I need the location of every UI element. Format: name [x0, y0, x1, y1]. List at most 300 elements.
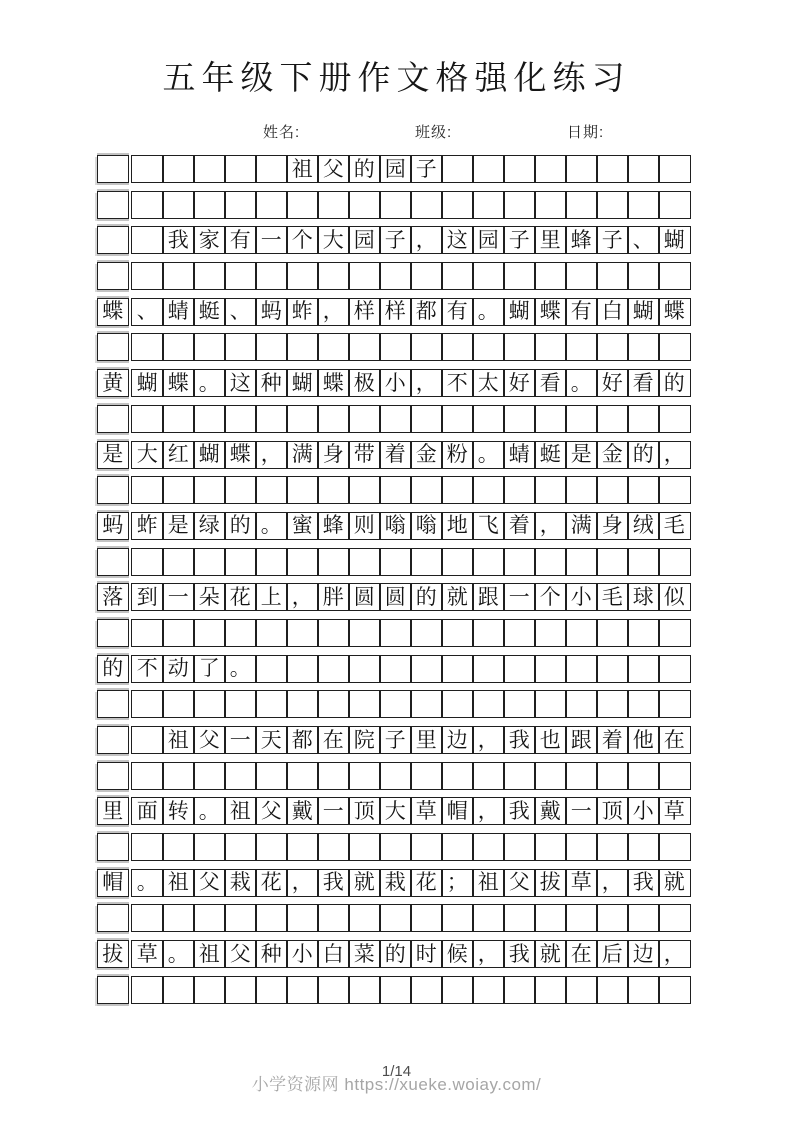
grid-cell	[503, 762, 536, 790]
grid-cell	[224, 976, 257, 1004]
grid-cell: ，	[410, 369, 443, 397]
grid-cell	[503, 476, 536, 504]
grid-cell: 的	[658, 369, 691, 397]
grid-cell: ，	[255, 441, 288, 469]
grid-cell: 园	[348, 226, 381, 254]
grid-cell	[441, 191, 474, 219]
grid-cell: 这	[224, 369, 257, 397]
grid-cell	[131, 226, 164, 254]
grid-cell: ，	[286, 869, 319, 897]
grid-cell: 绿	[193, 512, 226, 540]
grid-cell: 这	[441, 226, 474, 254]
grid-cell	[255, 833, 288, 861]
grid-cell: 蝶	[162, 369, 195, 397]
grid-cell	[565, 476, 598, 504]
grid-cell	[193, 262, 226, 290]
grid-cell: 蜻	[503, 441, 536, 469]
grid-cell	[286, 619, 319, 647]
grid-cell	[131, 833, 164, 861]
grid-cell: 拔	[534, 869, 567, 897]
grid-cell	[97, 405, 129, 433]
grid-cell	[379, 476, 412, 504]
grid-cell: 是	[162, 512, 195, 540]
grid-cell: 带	[348, 441, 381, 469]
grid-cell	[97, 690, 129, 718]
grid-cell	[162, 690, 195, 718]
grid-row	[97, 797, 691, 825]
grid-cell: 白	[317, 940, 350, 968]
grid-cell	[441, 548, 474, 576]
grid-cell: 一	[255, 226, 288, 254]
grid-cell	[565, 976, 598, 1004]
grid-cell	[131, 476, 164, 504]
grid-cell: 草	[410, 797, 443, 825]
grid-cell	[255, 976, 288, 1004]
grid-cell	[658, 548, 691, 576]
grid-cell: 个	[286, 226, 319, 254]
grid-cell	[441, 476, 474, 504]
grid-cell	[286, 690, 319, 718]
grid-cell: 菜	[348, 940, 381, 968]
grid-cell: 蜓	[193, 298, 226, 326]
grid-cell: 我	[503, 797, 536, 825]
grid-cell: ，	[596, 869, 629, 897]
grid-cell: 家	[193, 226, 226, 254]
grid-cell: 。	[131, 869, 164, 897]
grid-cell: 好	[503, 369, 536, 397]
grid-cell	[472, 976, 505, 1004]
grid-cell: 一	[503, 583, 536, 611]
grid-cell	[193, 476, 226, 504]
grid-cell	[410, 690, 443, 718]
grid-cell: 蝴	[658, 226, 691, 254]
grid-cell	[627, 548, 660, 576]
page-title: 五年级下册作文格强化练习	[162, 61, 631, 97]
grid-cell	[317, 476, 350, 504]
grid-cell	[441, 405, 474, 433]
grid-cell	[379, 619, 412, 647]
grid-cell: 戴	[286, 797, 319, 825]
grid-cell	[596, 548, 629, 576]
grid-cell	[193, 155, 226, 183]
grid-cell	[193, 904, 226, 932]
grid-cell	[97, 726, 129, 754]
grid-cell: 看	[534, 369, 567, 397]
grid-row	[97, 619, 691, 647]
grid-cell: 都	[410, 298, 443, 326]
grid-cell	[596, 655, 629, 683]
grid-cell	[565, 155, 598, 183]
grid-cell	[348, 655, 381, 683]
grid-cell: 的	[627, 441, 660, 469]
grid-cell	[472, 762, 505, 790]
grid-cell	[534, 833, 567, 861]
grid-cell	[224, 476, 257, 504]
grid-cell: 里	[97, 797, 129, 825]
grid-cell: 种	[255, 940, 288, 968]
grid-cell: 父	[503, 869, 536, 897]
grid-cell: ，	[534, 512, 567, 540]
grid-cell: 子	[379, 226, 412, 254]
grid-cell	[472, 904, 505, 932]
grid-cell	[162, 619, 195, 647]
grid-cell	[317, 333, 350, 361]
grid-cell: 转	[162, 797, 195, 825]
grid-row	[97, 476, 691, 504]
grid-cell: 是	[97, 441, 129, 469]
grid-row	[97, 833, 691, 861]
grid-cell: 父	[193, 726, 226, 754]
grid-row	[97, 869, 691, 897]
grid-cell	[534, 548, 567, 576]
grid-cell: 蜓	[534, 441, 567, 469]
class-field-label: 班级:	[415, 124, 453, 141]
grid-cell	[97, 191, 129, 219]
grid-cell	[255, 191, 288, 219]
grid-cell	[410, 904, 443, 932]
grid-cell: 拔	[97, 940, 129, 968]
page-number: 1/14	[381, 1063, 412, 1080]
grid-cell	[317, 619, 350, 647]
grid-cell: 、	[627, 226, 660, 254]
grid-cell: 祖	[224, 797, 257, 825]
grid-cell	[317, 762, 350, 790]
grid-cell: 就	[534, 940, 567, 968]
grid-cell	[317, 976, 350, 1004]
grid-cell	[131, 976, 164, 1004]
grid-cell	[348, 904, 381, 932]
grid-cell: 上	[255, 583, 288, 611]
grid-cell: 身	[317, 441, 350, 469]
grid-cell: 子	[596, 226, 629, 254]
grid-cell	[286, 333, 319, 361]
grid-cell	[379, 191, 412, 219]
grid-cell: 蜂	[565, 226, 598, 254]
grid-cell: 他	[627, 726, 660, 754]
grid-cell: 着	[596, 726, 629, 754]
grid-cell	[410, 619, 443, 647]
grid-cell	[441, 762, 474, 790]
grid-cell: 子	[379, 726, 412, 754]
grid-cell: 圆	[379, 583, 412, 611]
grid-cell: 园	[472, 226, 505, 254]
date-field-label: 日期:	[567, 124, 605, 141]
grid-cell	[97, 833, 129, 861]
grid-cell	[472, 262, 505, 290]
grid-cell	[472, 155, 505, 183]
grid-cell	[255, 762, 288, 790]
grid-cell	[565, 655, 598, 683]
grid-cell	[534, 155, 567, 183]
grid-cell	[472, 548, 505, 576]
grid-cell	[348, 976, 381, 1004]
grid-cell	[627, 833, 660, 861]
grid-row	[97, 762, 691, 790]
grid-cell: 有	[224, 226, 257, 254]
grid-cell: 嗡	[379, 512, 412, 540]
grid-cell	[658, 405, 691, 433]
grid-cell	[534, 619, 567, 647]
grid-cell	[596, 762, 629, 790]
grid-cell: 毛	[658, 512, 691, 540]
grid-cell: 毛	[596, 583, 629, 611]
grid-row	[97, 405, 691, 433]
grid-row	[97, 940, 691, 968]
grid-cell	[627, 619, 660, 647]
grid-cell: 候	[441, 940, 474, 968]
grid-cell	[565, 690, 598, 718]
grid-cell: 父	[224, 940, 257, 968]
grid-cell	[162, 191, 195, 219]
grid-cell: 祖	[472, 869, 505, 897]
grid-cell	[162, 976, 195, 1004]
grid-cell	[627, 690, 660, 718]
grid-cell: 里	[534, 226, 567, 254]
grid-cell	[596, 690, 629, 718]
grid-cell	[441, 833, 474, 861]
grid-cell	[658, 155, 691, 183]
grid-cell	[472, 476, 505, 504]
grid-cell: 则	[348, 512, 381, 540]
grid-cell: 胖	[317, 583, 350, 611]
grid-cell: 蜻	[162, 298, 195, 326]
grid-cell	[255, 690, 288, 718]
grid-cell: 跟	[472, 583, 505, 611]
grid-cell	[255, 655, 288, 683]
grid-cell	[472, 690, 505, 718]
grid-cell	[565, 833, 598, 861]
grid-cell	[131, 726, 164, 754]
grid-cell	[627, 904, 660, 932]
grid-row	[97, 690, 691, 718]
grid-cell	[131, 619, 164, 647]
grid-cell	[286, 655, 319, 683]
grid-cell: 时	[410, 940, 443, 968]
grid-cell: 粉	[441, 441, 474, 469]
grid-cell	[193, 548, 226, 576]
grid-cell	[534, 690, 567, 718]
grid-cell: 蝶	[658, 298, 691, 326]
grid-cell: 个	[534, 583, 567, 611]
grid-cell: 园	[379, 155, 412, 183]
grid-cell: 着	[379, 441, 412, 469]
grid-cell: 就	[441, 583, 474, 611]
grid-cell: 蝴	[627, 298, 660, 326]
grid-cell: 在	[317, 726, 350, 754]
grid-row	[97, 369, 691, 397]
grid-cell: 蝶	[224, 441, 257, 469]
grid-cell: 大	[317, 226, 350, 254]
grid-cell	[193, 833, 226, 861]
grid-cell	[131, 333, 164, 361]
grid-cell: 红	[162, 441, 195, 469]
grid-cell	[286, 262, 319, 290]
grid-cell	[379, 762, 412, 790]
grid-cell	[658, 762, 691, 790]
grid-cell	[162, 155, 195, 183]
grid-cell	[627, 655, 660, 683]
grid-cell	[317, 262, 350, 290]
grid-cell: 蝶	[317, 369, 350, 397]
grid-cell: ；	[441, 869, 474, 897]
grid-cell: 小	[379, 369, 412, 397]
grid-cell	[441, 690, 474, 718]
grid-cell	[286, 762, 319, 790]
grid-cell: 不	[131, 655, 164, 683]
grid-row	[97, 441, 691, 469]
grid-cell	[131, 405, 164, 433]
grid-cell	[596, 405, 629, 433]
grid-cell	[658, 262, 691, 290]
grid-cell: 我	[503, 940, 536, 968]
grid-cell: 都	[286, 726, 319, 754]
grid-cell	[348, 333, 381, 361]
grid-cell	[472, 655, 505, 683]
grid-cell	[596, 262, 629, 290]
grid-cell: 小	[286, 940, 319, 968]
grid-cell	[131, 690, 164, 718]
grid-cell: 满	[286, 441, 319, 469]
grid-cell	[534, 655, 567, 683]
grid-cell	[255, 262, 288, 290]
grid-cell	[131, 262, 164, 290]
grid-cell: 黄	[97, 369, 129, 397]
grid-cell	[410, 976, 443, 1004]
grid-row	[97, 298, 691, 326]
grid-cell: 。	[193, 369, 226, 397]
grid-cell	[97, 762, 129, 790]
grid-cell	[503, 619, 536, 647]
grid-cell: 不	[441, 369, 474, 397]
grid-cell	[565, 548, 598, 576]
grid-row	[97, 155, 691, 183]
grid-cell: 。	[472, 441, 505, 469]
grid-cell: ，	[286, 583, 319, 611]
grid-cell	[596, 976, 629, 1004]
grid-cell: 朵	[193, 583, 226, 611]
grid-cell: 蝴	[503, 298, 536, 326]
grid-cell: 蝴	[193, 441, 226, 469]
grid-cell	[193, 191, 226, 219]
grid-cell	[441, 262, 474, 290]
grid-cell	[565, 904, 598, 932]
grid-cell	[596, 191, 629, 219]
grid-cell	[317, 904, 350, 932]
grid-cell: ，	[472, 940, 505, 968]
grid-cell: 的	[348, 155, 381, 183]
grid-cell	[348, 476, 381, 504]
grid-cell	[410, 262, 443, 290]
grid-cell	[379, 976, 412, 1004]
grid-cell: 大	[131, 441, 164, 469]
grid-cell	[379, 405, 412, 433]
grid-cell: 我	[503, 726, 536, 754]
grid-cell	[286, 904, 319, 932]
grid-cell	[472, 619, 505, 647]
grid-cell: 蚂	[255, 298, 288, 326]
grid-cell	[410, 762, 443, 790]
grid-cell: 我	[162, 226, 195, 254]
grid-cell	[596, 476, 629, 504]
grid-cell	[255, 405, 288, 433]
grid-cell: 祖	[193, 940, 226, 968]
grid-cell: 到	[131, 583, 164, 611]
grid-cell: 草	[131, 940, 164, 968]
grid-cell: 是	[565, 441, 598, 469]
grid-cell	[255, 155, 288, 183]
grid-cell	[534, 476, 567, 504]
grid-cell	[503, 904, 536, 932]
grid-row	[97, 548, 691, 576]
grid-cell: 草	[565, 869, 598, 897]
grid-cell	[503, 262, 536, 290]
grid-cell: 看	[627, 369, 660, 397]
grid-cell: 在	[658, 726, 691, 754]
grid-cell: 在	[565, 940, 598, 968]
grid-cell	[410, 548, 443, 576]
grid-cell	[348, 548, 381, 576]
grid-cell: 。	[193, 797, 226, 825]
grid-cell	[410, 476, 443, 504]
grid-cell: 嗡	[410, 512, 443, 540]
grid-cell	[97, 548, 129, 576]
grid-cell	[97, 262, 129, 290]
grid-cell: 边	[627, 940, 660, 968]
grid-cell	[97, 226, 129, 254]
grid-cell: 小	[565, 583, 598, 611]
grid-cell	[441, 655, 474, 683]
grid-cell	[410, 655, 443, 683]
grid-cell	[441, 155, 474, 183]
grid-cell	[534, 333, 567, 361]
grid-cell: 身	[596, 512, 629, 540]
grid-cell	[503, 155, 536, 183]
grid-cell	[441, 333, 474, 361]
grid-cell	[286, 191, 319, 219]
grid-cell: 栽	[379, 869, 412, 897]
grid-cell	[348, 833, 381, 861]
grid-cell: 着	[503, 512, 536, 540]
grid-cell	[472, 405, 505, 433]
grid-cell	[255, 476, 288, 504]
grid-cell	[162, 904, 195, 932]
grid-cell	[379, 833, 412, 861]
grid-cell: 。	[224, 655, 257, 683]
grid-cell: 一	[224, 726, 257, 754]
grid-cell: 好	[596, 369, 629, 397]
grid-cell	[472, 333, 505, 361]
grid-cell	[131, 548, 164, 576]
grid-cell: 祖	[286, 155, 319, 183]
grid-cell: 种	[255, 369, 288, 397]
grid-cell	[596, 155, 629, 183]
grid-cell: 一	[317, 797, 350, 825]
grid-cell	[348, 262, 381, 290]
grid-cell: 金	[596, 441, 629, 469]
grid-cell	[131, 155, 164, 183]
grid-cell	[472, 833, 505, 861]
grid-cell: ，	[472, 726, 505, 754]
grid-cell	[503, 655, 536, 683]
grid-cell	[627, 155, 660, 183]
grid-cell	[97, 476, 129, 504]
grid-cell	[565, 405, 598, 433]
grid-cell	[627, 262, 660, 290]
grid-cell: 蝴	[286, 369, 319, 397]
grid-cell	[224, 762, 257, 790]
grid-cell	[658, 976, 691, 1004]
grid-cell	[534, 762, 567, 790]
